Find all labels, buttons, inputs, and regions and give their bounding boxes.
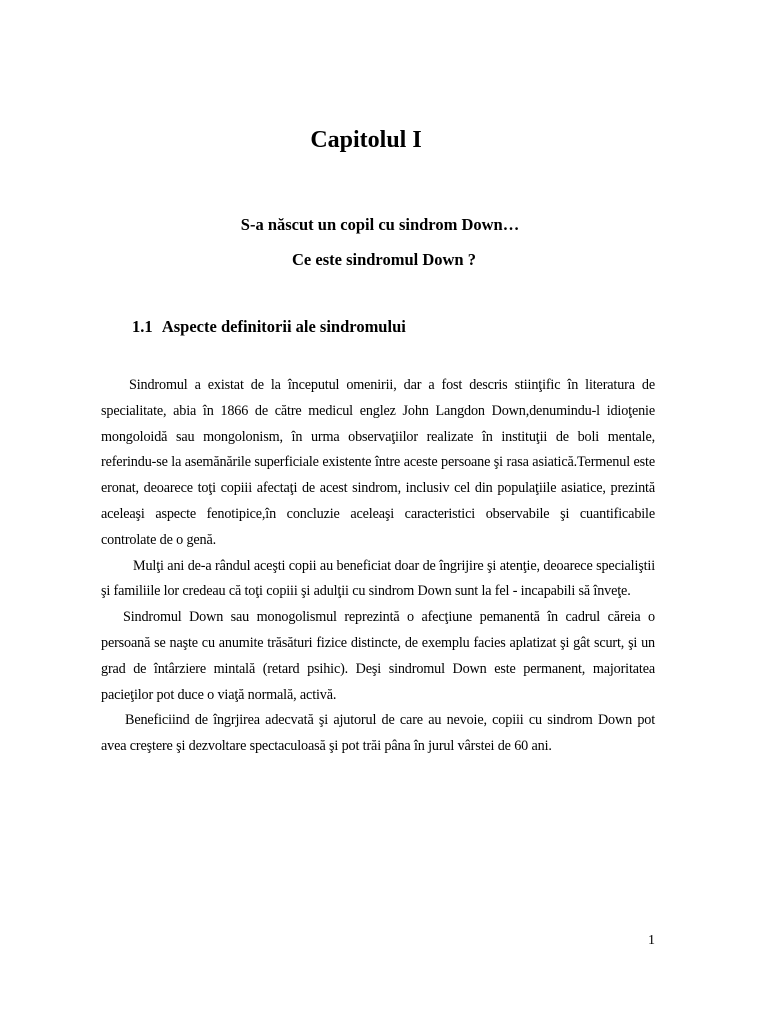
paragraph-3: Sindromul Down sau monogolismul reprezintă o afecţiune pemanentă în cadrul căreia o persoană se naşte cu anumite trăsături fizice distincte, de exemplu facies aplatizat şi gât scurt, şi un grad de întârziere mintală (retard psihic). Deşi sindromul Down este permanent, majoritatea pacieţilor pot duce o viaţă normală, activă.: [101, 609, 655, 703]
section-title: Aspecte definitorii ale sindromului: [161, 317, 406, 336]
paragraph-4: Beneficiind de îngrjirea adecvată şi ajutorul de care au nevoie, copiii cu sindrom Down pot avea creştere şi dezvoltare spectaculoasă şi pot trăi pâna în jurul vârstei de 60 ani.: [101, 712, 655, 755]
section-heading: [132, 316, 406, 338]
subtitle-line-2: Ce este sindromul Down ?: [292, 250, 476, 269]
page-number: 1: [648, 933, 655, 948]
paragraph-1: Sindromul a existat de la începutul omenirii, dar a fost descris stiinţific în literatura de specialitate, abia în 1866 de către medicul englez John Langdon Down,denumindu-l idioţenie mongoloidă sau mongolonism, în urma observaţiilor realizate în instituţii de boli mentale, referindu-se la asemănările superficiale existente între aceste persoane şi rasa asiatică.Termenul este eronat, deoarece toţi copiii afectaţi de acest sindrom, inclusiv cel din populaţiile asiatice, prezintă aceleaşi aspecte fenotipice,în concluzie aceleaşi caracteristici observabile şi cuantificabile controlate de o genă.: [101, 377, 655, 548]
section-number: 1.1: [132, 317, 153, 336]
subtitle-line-1: S-a născut un copil cu sindrom Down…: [240, 215, 520, 234]
body-text: [101, 373, 655, 760]
paragraph-2: Mulţi ani de-a rândul aceşti copii au beneficiat doar de îngrijire şi atenţie, deoarece specialiştii şi familiile lor credeau că toţi copiii şi adulţii cu sindrom Down sunt la fel - incapabili să înveţe.: [101, 557, 655, 600]
chapter-title: Capitolul I: [310, 127, 422, 153]
